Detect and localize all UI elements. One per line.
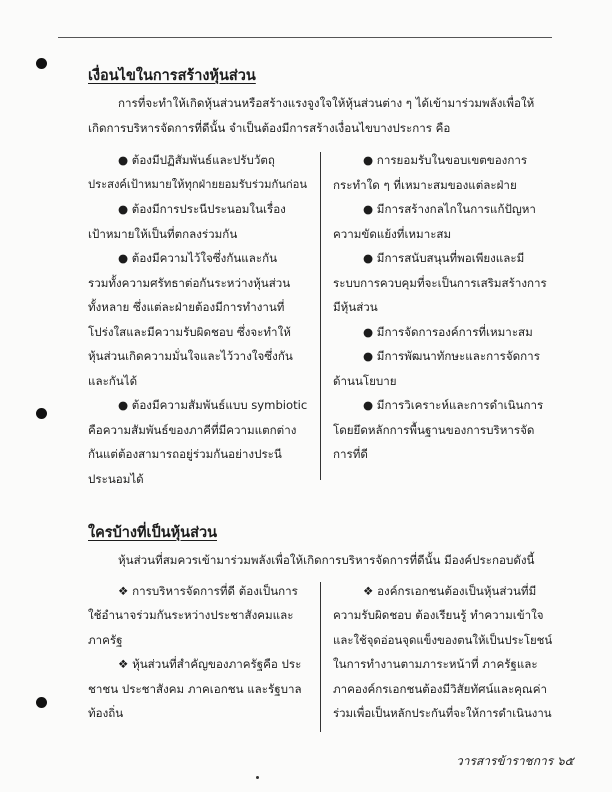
right-column-line: การที่ดี xyxy=(333,447,368,461)
right-column-line: ความรับผิดชอบ ต้องเรียนรู้ ทำความเข้าใจ xyxy=(333,608,544,622)
left-column-line: ● ต้องมีการประนีประนอมในเรื่อง xyxy=(118,202,286,216)
right-column-line: ด้านนโยบาย xyxy=(333,374,397,388)
left-column-line: ใช้อำนาจร่วมกันระหว่างประชาสังคมและ xyxy=(88,608,294,622)
right-column-line: ในการทำงานตามภาระหน้าที่ ภาครัฐและ xyxy=(333,657,538,671)
intro-line: การที่จะทำให้เกิดหุ้นส่วนหรือสร้างแรงจูงใจให้หุ้นส่วนต่าง ๆ ได้เข้ามาร่วมพลังเพื่อให้ xyxy=(118,96,535,110)
binder-hole-middle xyxy=(36,408,47,419)
column-divider xyxy=(320,582,321,732)
section-heading-text: ใครบ้างที่เป็นหุ้นส่วน xyxy=(88,525,217,541)
right-column-line: ● มีการสนับสนุนที่พอเพียงและมี xyxy=(363,251,525,265)
page-footer: วารสารข้าราชการ ๖๕ xyxy=(456,754,574,768)
right-column-line: ● การยอมรับในขอบเขตของการ xyxy=(363,153,528,167)
left-column-line: และกันได้ xyxy=(88,374,138,388)
section-heading-text: เงื่อนไขในการสร้างหุ้นส่วน xyxy=(88,68,256,84)
column-divider xyxy=(320,152,321,480)
left-column-line: เป้าหมายให้เป็นที่ตกลงร่วมกัน xyxy=(88,227,238,241)
binder-hole-top xyxy=(36,58,47,69)
left-column-line: ประนอมได้ xyxy=(88,472,144,486)
right-column-line: และใช้จุดอ่อนจุดแข็งของตนให้เป็นประโยชน์ xyxy=(333,633,553,647)
intro-line: หุ้นส่วนที่สมควรเข้ามาร่วมพลังเพื่อให้เกิดการบริหารจัดการที่ดีนั้น มีองค์ประกอบดังนี้ xyxy=(118,553,535,567)
bottom-center-dot xyxy=(256,776,259,779)
right-column-line: ● มีการจัดการองค์การที่เหมาะสม xyxy=(363,325,533,339)
right-column-line: กระทำใด ๆ ที่เหมาะสมของแต่ละฝ่าย xyxy=(333,178,517,192)
right-column-line: โดยยึดหลักการพื้นฐานของการบริหารจัด xyxy=(333,423,535,437)
top-rule xyxy=(58,37,552,38)
right-column-line: ความขัดแย้งที่เหมาะสม xyxy=(333,227,452,241)
left-column-line: ประสงค์เป้าหมายให้ทุกฝ่ายยอมรับร่วมกันก่อน xyxy=(88,178,308,191)
left-column-line: ชาชน ประชาสังคม ภาคเอกชน และรัฐบาล xyxy=(88,682,302,696)
section-heading-who-are-partners xyxy=(88,521,217,544)
left-column-line: ● ต้องมีความสัมพันธ์แบบ symbiotic xyxy=(118,398,308,412)
left-column-line: ภาครัฐ xyxy=(88,633,123,647)
right-column-line: ร่วมเพื่อเป็นหลักประกันที่จะให้การดำเนินงาน xyxy=(333,706,552,720)
left-column-line: ● ต้องมีปฏิสัมพันธ์และปรับวัตถุ xyxy=(118,153,275,167)
left-column-line: ทั้งหลาย ซึ่งแต่ละฝ่ายต้องมีการทำงานที่ xyxy=(88,300,285,314)
binder-hole-bottom xyxy=(36,697,47,708)
left-column-line: ❖ การบริหารจัดการที่ดี ต้องเป็นการ xyxy=(118,584,298,598)
section-heading-partnership-conditions xyxy=(88,64,256,87)
right-column-line: ภาคองค์กรเอกชนต้องมีวิสัยทัศน์และคุณค่า xyxy=(333,682,547,696)
left-column-line: หุ้นส่วนเกิดความมั่นใจและไว้วางใจซึ่งกัน xyxy=(88,349,293,363)
left-column-line: กันแต่ต้องสามารถอยู่ร่วมกันอย่างประนี xyxy=(88,447,282,461)
right-column-line: มีหุ้นส่วน xyxy=(333,300,378,314)
left-column-line: ❖ หุ้นส่วนที่สำคัญของภาครัฐคือ ประ xyxy=(118,657,302,671)
intro-line: เกิดการบริหารจัดการที่ดีนั้น จำเป็นต้องมีการสร้างเงื่อนไขบางประการ คือ xyxy=(88,121,451,135)
left-column-line: คือความสัมพันธ์ของภาคีที่มีความแตกต่าง xyxy=(88,423,297,437)
left-column-line: ● ต้องมีความไว้ใจซึ่งกันและกัน xyxy=(118,251,278,265)
left-column-line: รวมทั้งความศรัทธาต่อกันระหว่างหุ้นส่วน xyxy=(88,276,291,290)
right-column-line: ● มีการวิเคราะห์และการดำเนินการ xyxy=(363,398,544,412)
right-column-line: ❖ องค์กรเอกชนต้องเป็นหุ้นส่วนที่มี xyxy=(363,584,537,598)
left-column-line: ท้องถิ่น xyxy=(88,706,124,720)
right-column-line: ● มีการสร้างกลไกในการแก้ปัญหา xyxy=(363,202,536,216)
right-column-line: ● มีการพัฒนาทักษะและการจัดการ xyxy=(363,349,540,363)
right-column-line: ระบบการควบคุมที่จะเป็นการเสริมสร้างการ xyxy=(333,276,547,290)
left-column-line: โปร่งใสและมีความรับผิดชอบ ซึ่งจะทำให้ xyxy=(88,325,291,339)
